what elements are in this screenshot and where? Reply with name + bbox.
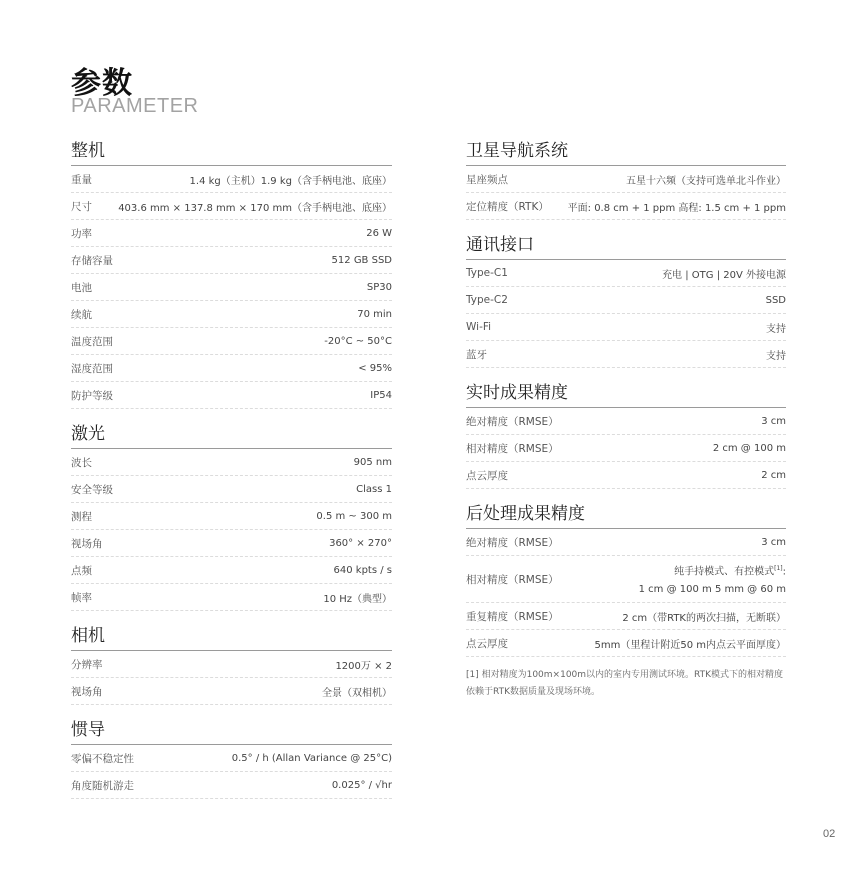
spec-row: [71, 651, 392, 678]
spec-label: 视场角: [71, 685, 103, 698]
spec-row: [71, 745, 392, 772]
spec-label: 温度范围: [71, 335, 113, 348]
spec-value: 3 cm: [761, 415, 786, 427]
spec-row: [466, 630, 786, 657]
section-title: 激光: [71, 421, 392, 449]
spec-row: [466, 287, 786, 314]
spec-row: [71, 220, 392, 247]
spec-value: 全景（双相机）: [322, 687, 392, 699]
spec-label: Type-C2: [466, 294, 508, 306]
spec-value-line: 1 cm @ 100 m 5 mm @ 60 m: [638, 583, 786, 595]
spec-row: [466, 166, 786, 193]
spec-value-suffix: :: [782, 566, 786, 578]
left-column: [71, 138, 392, 799]
spec-label: 点云厚度: [466, 469, 508, 482]
spec-label: 相对精度（RMSE）: [466, 442, 559, 455]
section-whole-unit: [71, 138, 392, 409]
section-imu: [71, 717, 392, 799]
spec-value: 支持: [766, 323, 786, 335]
spec-value: 五星十六频（支持可选单北斗作业）: [626, 175, 786, 187]
spec-label: 重量: [71, 173, 92, 186]
spec-value: 5mm（里程计附近50 m内点云平面厚度）: [594, 639, 786, 651]
spec-value-line: 纯手持模式、有控模式: [674, 566, 775, 578]
spec-value: SP30: [366, 281, 392, 293]
spec-label: Wi-Fi: [466, 321, 492, 333]
spec-label: 点频: [71, 564, 92, 577]
spec-value: 360° × 270°: [329, 537, 392, 549]
spec-value: 0.5° / h (Allan Variance @ 25°C): [231, 752, 392, 764]
page-subtitle: PARAMETER: [71, 95, 199, 117]
section-realtime-accuracy: [466, 380, 786, 489]
spec-label: 蓝牙: [466, 348, 487, 361]
page-number: 02: [823, 828, 836, 840]
spec-row: [466, 556, 786, 603]
spec-row: [71, 530, 392, 557]
section-title: 相机: [71, 623, 392, 651]
spec-value: 支持: [766, 350, 786, 362]
spec-label: 续航: [71, 308, 92, 321]
spec-row: [71, 382, 392, 409]
spec-row: [71, 301, 392, 328]
spec-label: 相对精度（RMSE）: [466, 573, 559, 586]
spec-value: Class 1: [356, 483, 392, 495]
spec-row: [71, 584, 392, 611]
spec-label: 湿度范围: [71, 362, 113, 375]
spec-value: 403.6 mm × 137.8 mm × 170 mm（含手柄电池、底座）: [118, 202, 392, 214]
section-title: 整机: [71, 138, 392, 166]
footnote: [1] 相对精度为100m×100m以内的室内专用测试环境。RTK模式下的相对精度依赖于RTK数据质量及现场环境。: [466, 670, 784, 697]
right-column: [466, 138, 786, 701]
spec-label: 角度随机游走: [71, 779, 134, 792]
spec-value: 平面: 0.8 cm + 1 ppm 高程: 1.5 cm + 1 ppm: [567, 202, 786, 214]
spec-value: 0.025° / √hr: [331, 779, 392, 791]
spec-value: 512 GB SSD: [331, 254, 392, 266]
spec-row: [71, 503, 392, 530]
section-title: 惯导: [71, 717, 392, 745]
spec-label: Type-C1: [466, 267, 508, 279]
spec-label: 视场角: [71, 537, 103, 550]
spec-label: 帧率: [71, 591, 92, 604]
spec-row: [71, 355, 392, 382]
spec-label: 安全等级: [71, 483, 113, 496]
spec-label: 定位精度（RTK）: [466, 200, 549, 213]
spec-value: 0.5 m ~ 300 m: [316, 510, 392, 522]
spec-row: [466, 408, 786, 435]
spec-row: [71, 166, 392, 193]
section-gnss: [466, 138, 786, 220]
spec-value: 3 cm: [761, 536, 786, 548]
spec-row: [466, 314, 786, 341]
spec-value: 1200万 × 2: [335, 660, 392, 672]
spec-label: 零偏不稳定性: [71, 752, 134, 765]
section-title: 通讯接口: [466, 232, 786, 260]
spec-value: IP54: [370, 389, 392, 401]
spec-label: 存储容量: [71, 254, 113, 267]
spec-value: -20°C ~ 50°C: [324, 335, 392, 347]
spec-row: [466, 193, 786, 220]
spec-value: 70 min: [357, 308, 392, 320]
spec-value-multiline: [639, 560, 786, 597]
spec-row: [71, 274, 392, 301]
spec-label: 分辨率: [71, 658, 103, 671]
section-laser: [71, 421, 392, 611]
spec-label: 绝对精度（RMSE）: [466, 536, 559, 549]
spec-row: [71, 449, 392, 476]
spec-label: 尺寸: [71, 200, 92, 213]
spec-row: [71, 476, 392, 503]
section-camera: [71, 623, 392, 705]
section-interfaces: [466, 232, 786, 368]
spec-row: [71, 193, 392, 220]
spec-label: 波长: [71, 456, 92, 469]
spec-row: [466, 260, 786, 287]
spec-label: 电池: [71, 281, 92, 294]
spec-value: 2 cm: [761, 469, 786, 481]
spec-value: 905 nm: [353, 456, 392, 468]
spec-label: 防护等级: [71, 389, 113, 402]
spec-row: [71, 772, 392, 799]
spec-value: < 95%: [358, 362, 392, 374]
spec-row: [466, 603, 786, 630]
spec-value: 640 kpts / s: [333, 564, 392, 576]
section-title: 后处理成果精度: [466, 501, 786, 529]
spec-row: [466, 529, 786, 556]
spec-label: 点云厚度: [466, 637, 508, 650]
spec-label: 测程: [71, 510, 92, 523]
spec-value: SSD: [765, 294, 786, 306]
spec-value: 2 cm（带RTK的两次扫描，无断联）: [622, 612, 786, 624]
spec-row: [466, 462, 786, 489]
section-title: 卫星导航系统: [466, 138, 786, 166]
spec-value: 充电 | OTG | 20V 外接电源: [662, 269, 786, 281]
spec-label: 绝对精度（RMSE）: [466, 415, 559, 428]
page-title: 参数: [71, 66, 133, 101]
spec-label: 星座频点: [466, 173, 508, 186]
spec-label: 功率: [71, 227, 92, 240]
footnote-ref: [1]: [774, 565, 783, 573]
spec-row: [466, 341, 786, 368]
spec-row: [71, 557, 392, 584]
spec-row: [466, 435, 786, 462]
spec-value: 26 W: [366, 227, 392, 239]
spec-label: 重复精度（RMSE）: [466, 610, 559, 623]
spec-row: [71, 328, 392, 355]
spec-row: [71, 247, 392, 274]
spec-value: 1.4 kg（主机）1.9 kg（含手柄电池、底座）: [189, 175, 392, 187]
section-title: 实时成果精度: [466, 380, 786, 408]
spec-value: 10 Hz（典型）: [323, 593, 392, 605]
section-postprocess-accuracy: [466, 501, 786, 657]
spec-row: [71, 678, 392, 705]
spec-value: 2 cm @ 100 m: [712, 442, 786, 454]
